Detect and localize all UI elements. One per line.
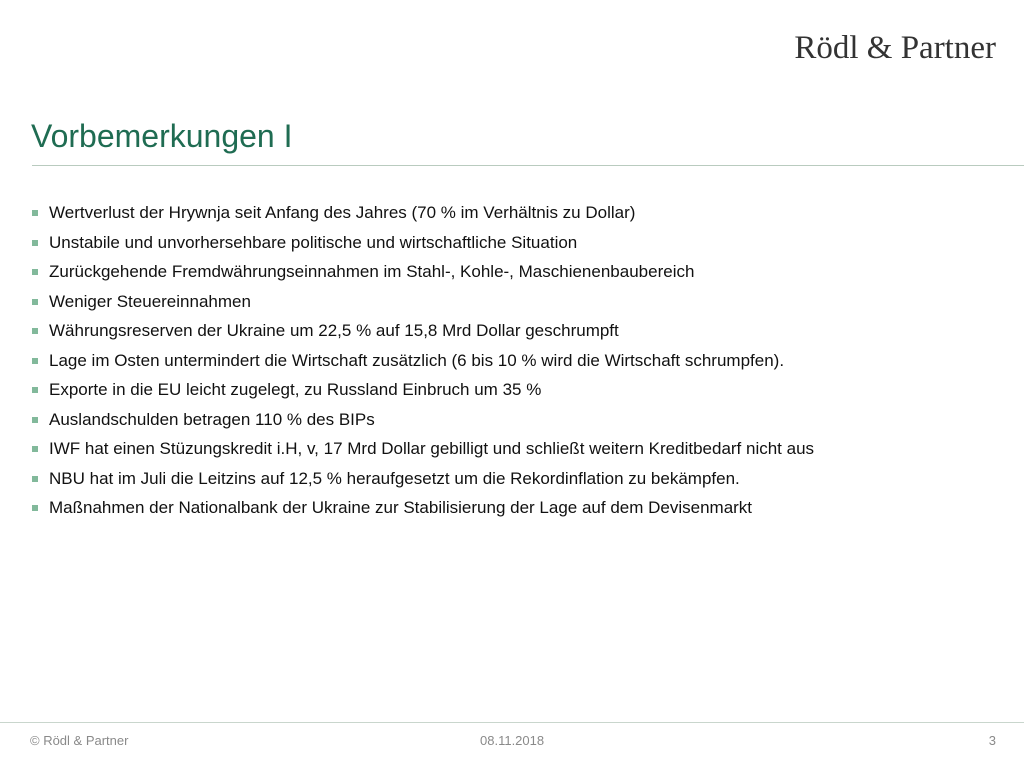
square-bullet-icon (32, 240, 38, 246)
page-number: 3 (988, 733, 996, 748)
title-divider (32, 165, 1024, 166)
square-bullet-icon (32, 269, 38, 275)
footer-copyright: © Rödl & Partner (30, 733, 129, 748)
list-item (32, 497, 814, 527)
list-item-text: Exporte in die EU leicht zugelegt, zu Russland Einbruch um 35 % (49, 380, 542, 399)
square-bullet-icon (32, 476, 38, 482)
list-item-text: Unstabile und unvorhersehbare politische und wirtschaftliche Situation (49, 232, 578, 252)
list-item-text: Wertverlust der Hrywnja seit Anfang des Jahres (70 % im Verhältnis zu Dollar) (49, 203, 636, 222)
list-item (32, 320, 814, 350)
slide-title: Vorbemerkungen I (31, 118, 293, 154)
list-item-text: Währungsreserven der Ukraine um 22,5 % auf 15,8 Mrd Dollar geschrumpft (49, 321, 619, 340)
list-item-text: Weniger Steuereinnahmen (49, 291, 251, 311)
list-item (32, 468, 814, 498)
square-bullet-icon (32, 210, 38, 216)
list-item-text: Lage im Osten untermindert die Wirtschaft zusätzlich (6 bis 10 % wird die Wirtschaft schrumpfen). (49, 350, 785, 370)
list-item-text: Zurückgehende Fremdwährungseinnahmen im Stahl-, Kohle-, Maschienenbaubereich (49, 262, 695, 281)
list-item (32, 232, 814, 262)
company-logo: Rödl & Partner (794, 30, 996, 66)
bullet-list (32, 202, 814, 527)
list-item-text: Auslandschulden betragen 110 % des BIPs (49, 409, 375, 429)
square-bullet-icon (32, 505, 38, 511)
footer-date: 08.11.2018 (480, 733, 545, 748)
square-bullet-icon (32, 328, 38, 334)
list-item (32, 379, 814, 409)
list-item (32, 409, 814, 439)
footer-divider (0, 722, 1024, 723)
square-bullet-icon (32, 299, 38, 305)
square-bullet-icon (32, 417, 38, 423)
list-item (32, 202, 814, 232)
list-item (32, 438, 814, 468)
square-bullet-icon (32, 387, 38, 393)
list-item (32, 291, 814, 321)
list-item (32, 261, 814, 291)
square-bullet-icon (32, 358, 38, 364)
list-item-text: NBU hat im Juli die Leitzins auf 12,5 % heraufgesetzt um die Rekordinflation zu bekämpfen. (49, 468, 740, 488)
list-item-text: IWF hat einen Stüzungskredit i.H, v, 17 Mrd Dollar gebilligt und schließt weitern Kreditbedarf nicht aus (49, 439, 815, 458)
list-item-text: Maßnahmen der Nationalbank der Ukraine zur Stabilisierung der Lage auf dem Devisenmarkt (49, 498, 753, 517)
list-item (32, 350, 814, 380)
square-bullet-icon (32, 446, 38, 452)
